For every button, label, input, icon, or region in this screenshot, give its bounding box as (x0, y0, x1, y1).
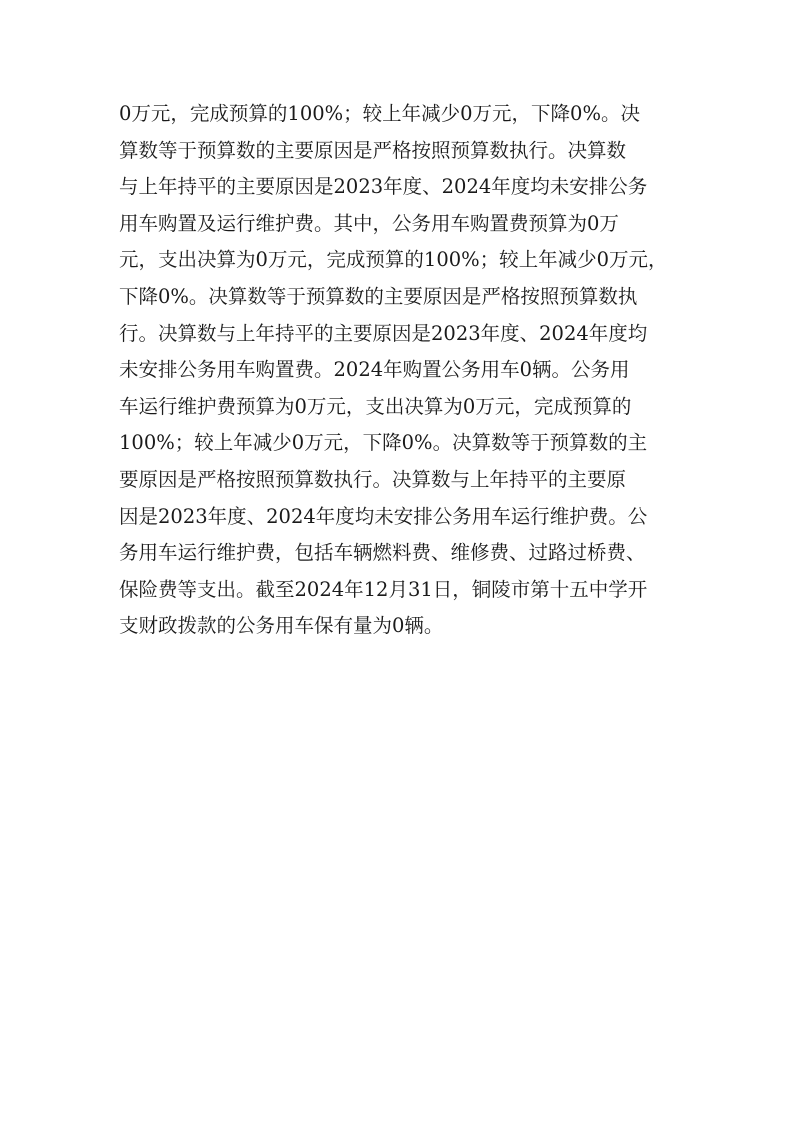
paragraph-line: 与上年持平的主要原因是2023年度、2024年度均未安排公务 (119, 175, 648, 199)
paragraph-line: 车运行维护费预算为0万元，支出决算为0万元，完成预算的 (119, 394, 632, 418)
paragraph-line: 算数等于预算数的主要原因是严格按照预算数执行。决算数 (119, 138, 627, 162)
paragraph-line: 100%；较上年减少0万元，下降0%。决算数等于预算数的主 (119, 431, 648, 455)
paragraph-line: 保险费等支出。截至2024年12月31日，铜陵市第十五中学开 (119, 577, 648, 601)
paragraph-line: 务用车运行维护费，包括车辆燃料费、维修费、过路过桥费、 (119, 541, 646, 565)
paragraph-line: 因是2023年度、2024年度均未安排公务用车运行维护费。公 (119, 504, 648, 528)
paragraph-line: 0万元，完成预算的100%；较上年减少0万元，下降0%。决 (119, 102, 640, 125)
paragraph-line: 元，支出决算为0万元，完成预算的100%；较上年减少0万元， (119, 248, 668, 272)
paragraph-line: 未安排公务用车购置费。2024年购置公务用车0辆。公务用 (119, 358, 630, 382)
paragraph-line: 下降0%。决算数等于预算数的主要原因是严格按照预算数执 (119, 284, 638, 308)
paragraph-line: 要原因是严格按照预算数执行。决算数与上年持平的主要原 (119, 467, 627, 491)
paragraph-line: 行。决算数与上年持平的主要原因是2023年度、2024年度均 (119, 321, 648, 345)
body-paragraph (119, 96, 679, 645)
paragraph-line: 用车购置及运行维护费。其中，公务用车购置费预算为0万 (119, 211, 619, 235)
paragraph-line: 支财政拨款的公务用车保有量为0辆。 (119, 614, 444, 638)
